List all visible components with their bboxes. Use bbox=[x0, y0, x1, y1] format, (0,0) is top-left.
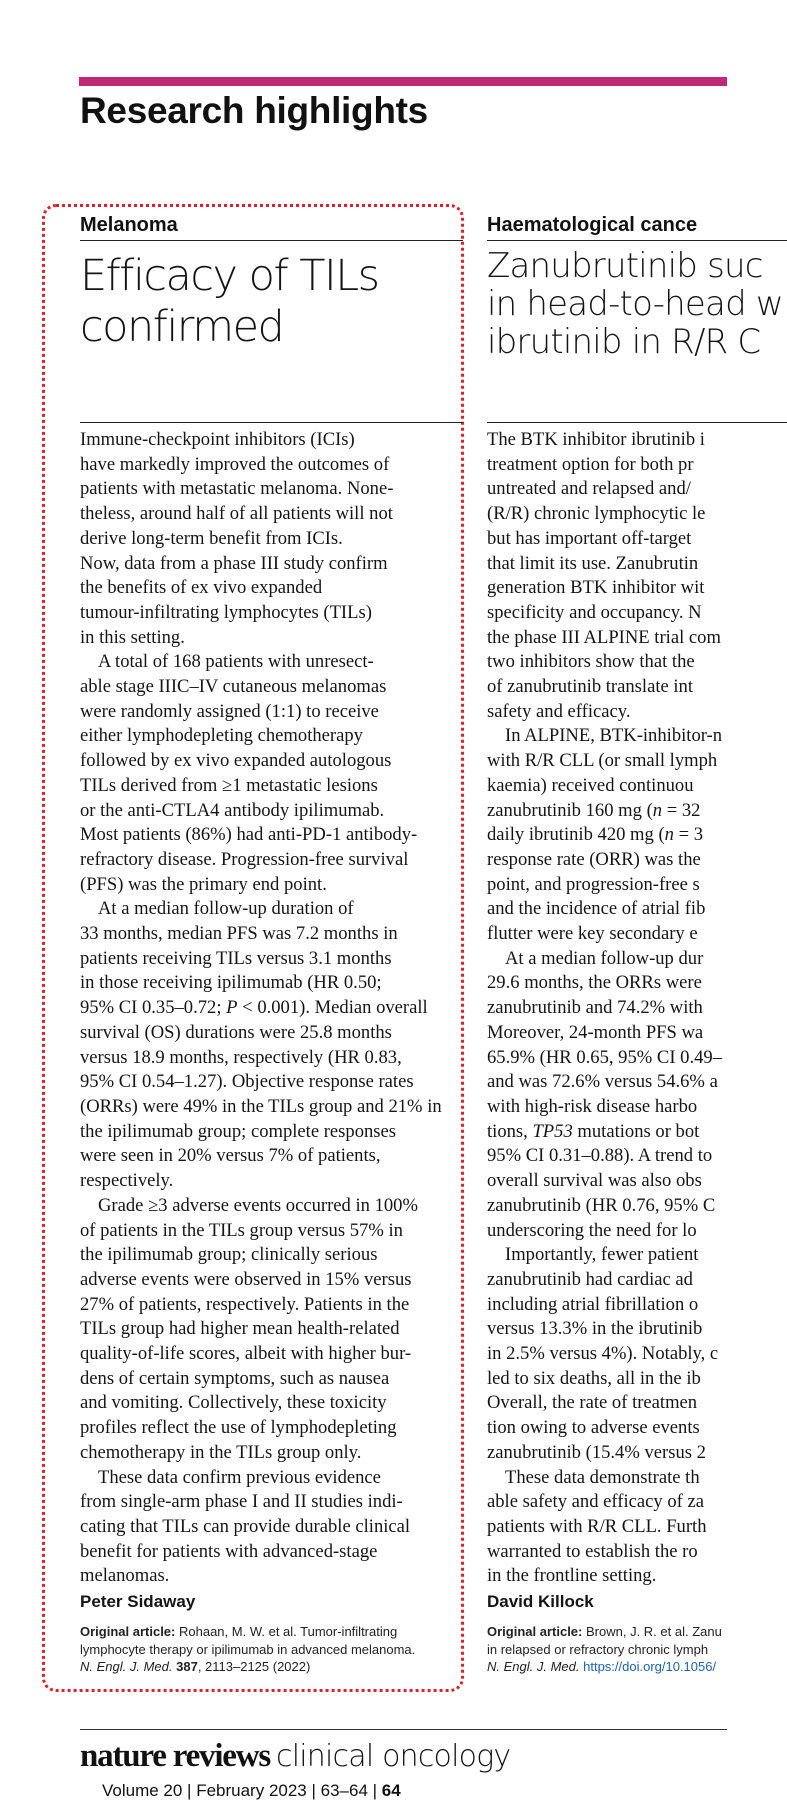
body-line: in 2.5% versus 4%). Notably, c bbox=[487, 1343, 719, 1365]
body-line: and was 72.6% versus 54.6% a bbox=[487, 1071, 718, 1093]
journal-name-bold: nature reviews bbox=[80, 1738, 271, 1774]
body-line: chemotherapy in the TILs group only. bbox=[80, 1441, 362, 1463]
body-line: and vomiting. Collectively, these toxicity bbox=[80, 1392, 387, 1414]
doi-link[interactable]: https://doi.org/10.1056/ bbox=[583, 1659, 717, 1675]
body-line: (PFS) was the primary end point. bbox=[80, 873, 327, 895]
footer-rule bbox=[80, 1729, 727, 1730]
body-line: from single-arm phase I and II studies indi- bbox=[80, 1491, 403, 1513]
body-line: versus 13.3% in the ibrutinib bbox=[487, 1318, 703, 1340]
body-line: These data demonstrate th bbox=[505, 1466, 700, 1488]
body-line: point, and progression-free s bbox=[487, 873, 700, 895]
article-headline bbox=[80, 251, 463, 353]
body-line: profiles reflect the use of lymphodepleting bbox=[80, 1417, 397, 1439]
body-line: in this setting. bbox=[80, 626, 185, 648]
body-line: derive long-term benefit from ICIs. bbox=[80, 527, 343, 549]
body-line: versus 18.9 months, respectively (HR 0.83, bbox=[80, 1046, 402, 1068]
journal-name bbox=[80, 1733, 510, 1779]
body-line: in the frontline setting. bbox=[487, 1565, 657, 1587]
body-line: 27% of patients, respectively. Patients in the bbox=[80, 1293, 410, 1315]
body-line: generation BTK inhibitor wit bbox=[487, 577, 705, 599]
body-line: the ipilimumab group; clinically serious bbox=[80, 1244, 378, 1266]
body-line: Grade ≥3 adverse events occurred in 100% bbox=[98, 1194, 418, 1216]
body-line: TILs derived from ≥1 metastatic lesions bbox=[80, 774, 378, 796]
ref-volume: 387 bbox=[176, 1659, 198, 1675]
author-name: David Killock bbox=[487, 1592, 594, 1612]
accent-bar bbox=[79, 77, 727, 86]
ref-text: in relapsed or refractory chronic lymph bbox=[487, 1641, 709, 1657]
body-line: 95% CI 0.54–1.27). Objective response rates bbox=[80, 1071, 414, 1093]
body-line: treatment option for both pr bbox=[487, 453, 694, 475]
headline-line: in head-to-head w bbox=[487, 284, 783, 324]
body-line: underscoring the need for lo bbox=[487, 1219, 697, 1241]
body-line: theless, around half of all patients will not bbox=[80, 503, 393, 525]
headline-line: Efficacy of TILs bbox=[80, 251, 379, 301]
section-rule bbox=[80, 240, 463, 241]
body-line: patients with R/R CLL. Furth bbox=[487, 1515, 707, 1537]
body-line: melanomas. bbox=[80, 1565, 170, 1587]
ref-text: lymphocyte therapy or ipilimumab in advanced melanoma. bbox=[80, 1641, 416, 1657]
body-line: patients with metastatic melanoma. None- bbox=[80, 478, 394, 500]
body-line: refractory disease. Progression-free survival bbox=[80, 848, 409, 870]
body-line: with R/R CLL (or small lymph bbox=[487, 750, 718, 772]
section-label: Haematological cance bbox=[487, 214, 698, 236]
body-line: specificity and occupancy. N bbox=[487, 601, 702, 623]
body-line: overall survival was also obs bbox=[487, 1170, 702, 1192]
section-rule bbox=[487, 240, 787, 241]
article-body bbox=[80, 428, 442, 1676]
body-line: flutter were key secondary e bbox=[487, 923, 698, 945]
body-line: adverse events were observed in 15% versus bbox=[80, 1268, 412, 1290]
article-body bbox=[487, 428, 722, 1676]
body-line: 65.9% (HR 0.65, 95% CI 0.49– bbox=[487, 1046, 722, 1068]
body-line: with high-risk disease harbo bbox=[487, 1095, 698, 1117]
body-line: survival (OS) durations were 25.8 months bbox=[80, 1021, 392, 1043]
body-line: were seen in 20% versus 7% of patients, bbox=[80, 1145, 381, 1167]
body-line: TILs group had higher mean health-related bbox=[80, 1318, 400, 1340]
body-line: safety and efficacy. bbox=[487, 700, 631, 722]
headline-divider bbox=[80, 422, 463, 423]
article-melanoma bbox=[80, 210, 463, 1675]
body-line: were randomly assigned (1:1) to receive bbox=[80, 700, 379, 722]
ref-label: Original article: bbox=[487, 1624, 583, 1640]
body-line: that limit its use. Zanubrutin bbox=[487, 552, 699, 574]
body-line: patients receiving TILs versus 3.1 months bbox=[80, 947, 392, 969]
body-line: daily ibrutinib 420 mg (n = 3 bbox=[487, 824, 704, 846]
article-headline bbox=[487, 247, 787, 361]
ref-pages: , 2113–2125 (2022) bbox=[197, 1659, 311, 1675]
body-line: A total of 168 patients with unresect- bbox=[98, 651, 374, 673]
headline-line: ibrutinib in R/R C bbox=[487, 322, 761, 362]
ref-journal: N. Engl. J. Med. bbox=[80, 1659, 173, 1675]
body-line: Moreover, 24-month PFS wa bbox=[487, 1021, 704, 1043]
body-line: able safety and efficacy of za bbox=[487, 1491, 704, 1513]
body-line: untreated and relapsed and/ bbox=[487, 478, 691, 500]
body-line: Overall, the rate of treatmen bbox=[487, 1392, 698, 1414]
body-line: These data confirm previous evidence bbox=[98, 1466, 381, 1488]
body-line: Immune-checkpoint inhibitors (ICIs) bbox=[80, 429, 355, 450]
body-line: tumour-infiltrating lymphocytes (TILs) bbox=[80, 601, 372, 623]
body-line: led to six deaths, all in the ib bbox=[487, 1367, 701, 1389]
author-name: Peter Sidaway bbox=[80, 1592, 196, 1612]
page-title: Research highlights bbox=[80, 90, 428, 131]
body-line: 95% CI 0.35–0.72; P < 0.001). Median overall bbox=[80, 997, 428, 1019]
body-line: in those receiving ipilimumab (HR 0.50; bbox=[80, 972, 382, 994]
headline-line: confirmed bbox=[80, 302, 284, 352]
body-line: followed by ex vivo expanded autologous bbox=[80, 750, 392, 772]
body-line: the ipilimumab group; complete responses bbox=[80, 1120, 397, 1142]
body-line: or the anti-CTLA4 antibody ipilimumab. bbox=[80, 799, 385, 821]
body-line: The BTK inhibitor ibrutinib i bbox=[487, 429, 705, 450]
body-line: (ORRs) were 49% in the TILs group and 21% in bbox=[80, 1095, 442, 1117]
body-line: but has important off-target bbox=[487, 527, 692, 549]
body-line: 95% CI 0.31–0.88). A trend to bbox=[487, 1145, 713, 1167]
headline-divider bbox=[487, 422, 787, 423]
article-haematological bbox=[487, 210, 787, 1675]
body-line: kaemia) received continuou bbox=[487, 774, 694, 796]
section-label: Melanoma bbox=[80, 214, 178, 236]
ref-label: Original article: bbox=[80, 1624, 176, 1640]
body-line: cating that TILs can provide durable clinical bbox=[80, 1515, 411, 1537]
body-line: the phase III ALPINE trial com bbox=[487, 626, 721, 648]
headline-line: Zanubrutinib suc bbox=[487, 246, 763, 286]
ref-text: Brown, J. R. et al. Zanu bbox=[586, 1624, 722, 1640]
body-line: At a median follow-up dur bbox=[505, 947, 704, 969]
body-line: the benefits of ex vivo expanded bbox=[80, 577, 323, 599]
body-line: tion owing to adverse events bbox=[487, 1417, 700, 1439]
ref-text: Rohaan, M. W. et al. Tumor-infiltrating bbox=[179, 1624, 398, 1640]
issue-text: Volume 20 | February 2023 | 63–64 | bbox=[102, 1781, 382, 1800]
body-line: quality-of-life scores, albeit with higher bur- bbox=[80, 1343, 412, 1365]
body-line: zanubrutinib had cardiac ad bbox=[487, 1268, 693, 1290]
issue-info bbox=[102, 1780, 401, 1802]
body-line: respectively. bbox=[80, 1170, 174, 1192]
body-line: including atrial fibrillation o bbox=[487, 1293, 699, 1315]
body-line: zanubrutinib and 74.2% with bbox=[487, 997, 703, 1019]
body-line: zanubrutinib (HR 0.76, 95% C bbox=[487, 1194, 716, 1216]
body-line: tions, TP53 mutations or bot bbox=[487, 1120, 700, 1142]
body-line: 33 months, median PFS was 7.2 months in bbox=[80, 923, 398, 945]
body-line: and the incidence of atrial fib bbox=[487, 898, 706, 920]
original-article-reference bbox=[487, 1623, 722, 1676]
page-number: 64 bbox=[381, 1781, 401, 1800]
body-line: (R/R) chronic lymphocytic le bbox=[487, 503, 706, 525]
journal-name-light: clinical oncology bbox=[276, 1739, 511, 1774]
body-line: zanubrutinib (15.4% versus 2 bbox=[487, 1441, 706, 1463]
body-line: warranted to establish the ro bbox=[487, 1540, 698, 1562]
body-line: dens of certain symptoms, such as nausea bbox=[80, 1367, 390, 1389]
body-line: Now, data from a phase III study confirm bbox=[80, 552, 388, 574]
body-line: response rate (ORR) was the bbox=[487, 848, 701, 870]
body-line: zanubrutinib 160 mg (n = 32 bbox=[487, 799, 701, 821]
body-line: of patients in the TILs group versus 57% in bbox=[80, 1219, 403, 1241]
body-line: Most patients (86%) had anti-PD-1 antibody- bbox=[80, 824, 418, 846]
body-line: two inhibitors show that the bbox=[487, 651, 695, 673]
original-article-reference bbox=[80, 1623, 442, 1676]
body-line: of zanubrutinib translate int bbox=[487, 676, 694, 698]
body-line: have markedly improved the outcomes of bbox=[80, 453, 390, 475]
body-line: 29.6 months, the ORRs were bbox=[487, 972, 702, 994]
body-line: able stage IIIC–IV cutaneous melanomas bbox=[80, 676, 387, 698]
body-line: In ALPINE, BTK-inhibitor-n bbox=[505, 725, 723, 747]
body-line: benefit for patients with advanced-stage bbox=[80, 1540, 378, 1562]
body-line: either lymphodepleting chemotherapy bbox=[80, 725, 363, 747]
body-line: Importantly, fewer patient bbox=[505, 1244, 699, 1266]
ref-journal: N. Engl. J. Med. bbox=[487, 1659, 580, 1675]
body-line: At a median follow-up duration of bbox=[98, 898, 354, 920]
